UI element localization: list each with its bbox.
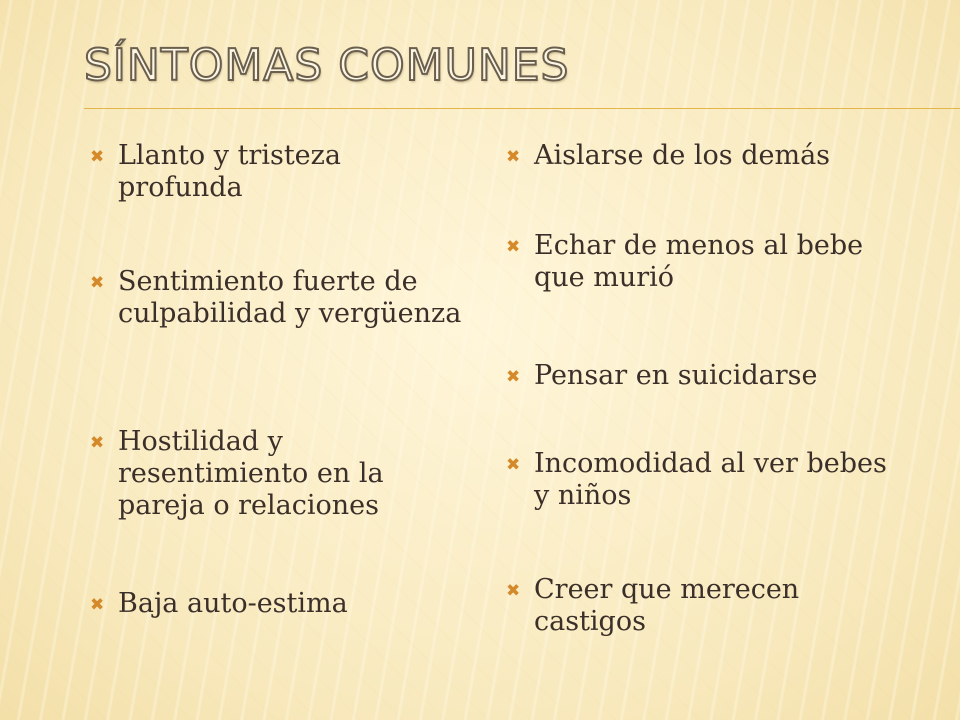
- bullet-text: Incomodidad al ver bebes y niños: [534, 448, 887, 511]
- x-mark-icon: ✖: [506, 237, 521, 257]
- bullet-item: [506, 230, 894, 294]
- title-underline: [84, 108, 960, 109]
- x-mark-icon: ✖: [506, 147, 521, 167]
- bullet-item: [90, 588, 468, 620]
- bullet-text: Hostilidad y resentimiento en la pareja o relaciones: [118, 426, 384, 521]
- bullet-text: Sentimiento fuerte de culpabilidad y vergüenza: [118, 266, 462, 329]
- bullet-text: Echar de menos al bebe que murió: [534, 230, 864, 293]
- slide-title: SÍNTOMAS COMUNES: [84, 40, 570, 91]
- bullet-text: Aislarse de los demás: [534, 140, 831, 171]
- bullet-text: Baja auto-estima: [118, 588, 348, 619]
- x-mark-icon: ✖: [90, 273, 105, 293]
- bullet-text: Creer que merecen castigos: [534, 574, 800, 637]
- bullet-text: Pensar en suicidarse: [534, 360, 818, 391]
- x-mark-icon: ✖: [506, 455, 521, 475]
- bullet-item: [506, 574, 894, 638]
- bullet-item: [506, 360, 894, 392]
- x-mark-icon: ✖: [506, 367, 521, 387]
- x-mark-icon: ✖: [90, 147, 105, 167]
- x-mark-icon: ✖: [506, 581, 521, 601]
- bullet-item: [90, 266, 468, 330]
- x-mark-icon: ✖: [90, 433, 105, 453]
- bullet-text: Llanto y tristeza profunda: [118, 140, 341, 203]
- x-mark-icon: ✖: [90, 595, 105, 615]
- bullet-item: [90, 140, 468, 204]
- bullet-item: [506, 448, 894, 512]
- bullet-item: [90, 426, 468, 522]
- bullet-item: [506, 140, 894, 172]
